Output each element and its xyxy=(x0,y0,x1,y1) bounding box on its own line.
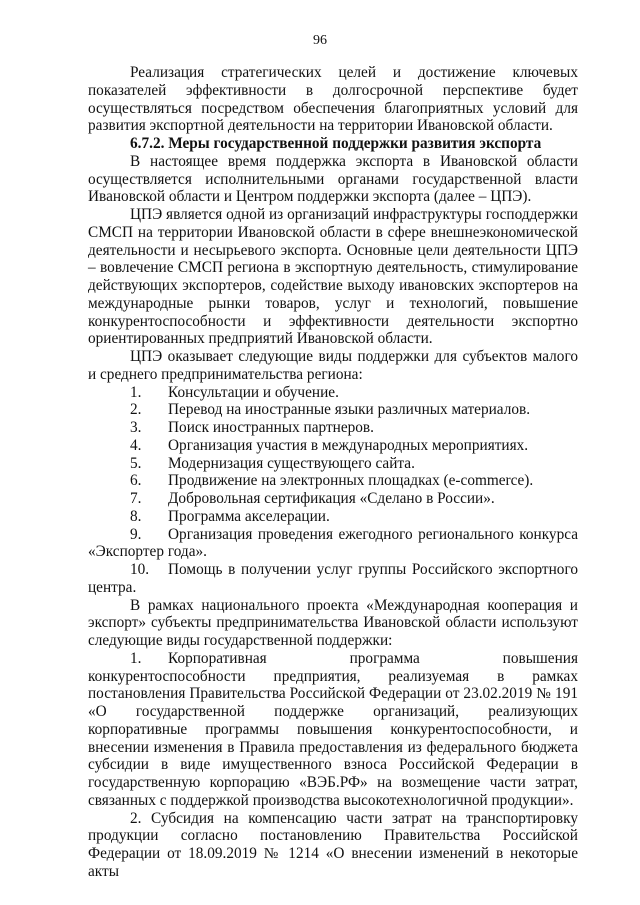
list-item-number: 7. xyxy=(130,490,142,507)
page-number: 96 xyxy=(313,33,327,48)
list-item xyxy=(88,650,578,810)
list-item xyxy=(88,384,578,402)
list-item-number: 9. xyxy=(130,525,142,543)
intro-paragraph: Реализация стратегических целей и достижение ключевых показателей эффективности в долгосрочной перспективе будет осуществляться посредством обеспечения благоприятных условий для развития экспортной деятельности на территории Ивановской области. xyxy=(88,64,578,135)
list-item xyxy=(88,526,578,562)
list-item-number: 6. xyxy=(130,472,142,490)
list-item xyxy=(88,437,578,455)
list-item-text: Организация участия в международных мероприятиях. xyxy=(168,436,529,454)
list-item xyxy=(88,490,578,508)
list-item-text: Программа акселерации. xyxy=(168,507,330,525)
list-item xyxy=(88,561,578,597)
paragraph-cpe-goals: ЦПЭ является одной из организаций инфраструктуры господдержки СМСП на территории Ивановской области в сфере внешнеэкономической деятельности и несырьевого экспорта. Основные цели деятельности ЦПЭ – вовлечение СМСП региона в экспортную деятельность, стимулирование действующих экспортеров, содействие выходу ивановских экспортеров на международные рынки товаров, услуг и технологий, повышение конкурентоспособности и эффективности деятельности экспортно ориентированных предприятий Ивановской области. xyxy=(88,206,578,348)
list-item-text: Корпоративная программа повышения конкурентоспособности предприятия, реализуемая в рамках постановления Правительства Российской Федерации от 23.02.2019 № 191 «О государственной поддержке организаций, реализующих корпоративные программы повышения конкурентоспособности, и внесении изменения в Правила предоставления из федерального бюджета субсидии в виде имущественного взноса Российской Федерации в государственную корпорацию «ВЭБ.РФ» на возмещение части затрат, связанных с поддержкой производства высокотехнологичной продукции». xyxy=(88,649,578,809)
paragraph-national-project: В рамках национального проекта «Международная кооперация и экспорт» субъекты предпринимательства Ивановской области используют следующие виды государственной поддержки: xyxy=(88,596,578,649)
list-item xyxy=(88,401,578,419)
list-item xyxy=(88,419,578,437)
list-item xyxy=(88,508,578,526)
list-item-text: Добровольная сертификация «Сделано в России». xyxy=(168,490,495,507)
list-item-number: 8. xyxy=(130,507,142,525)
list-item-text: Продвижение на электронных площадках (e-commerce). xyxy=(168,472,534,490)
paragraph-subsidy: 2. Субсидия на компенсацию части затрат на транспортировку продукции согласно постановлению Правительства Российской Федерации от 18.09.2019 № 1214 «О внесении изменений в некоторые акты xyxy=(88,809,578,880)
list-item-number: 1. xyxy=(130,649,142,667)
list-item-text: Модернизация существующего сайта. xyxy=(168,454,415,472)
list-item xyxy=(88,455,578,473)
list-item-text: Помощь в получении услуг группы Российского экспортного центра. xyxy=(88,561,578,596)
list-item-number: 1. xyxy=(130,383,142,401)
list-item-number: 4. xyxy=(130,436,142,454)
list-item-number: 3. xyxy=(130,419,142,436)
list-item-number: 10. xyxy=(130,561,150,578)
list-item-number: 5. xyxy=(130,454,142,472)
paragraph-cpe-intro: В настоящее время поддержка экспорта в Ивановской области осуществляется исполнительными органами государственной власти Ивановской области и Центром поддержки экспорта (далее – ЦПЭ). xyxy=(88,152,578,206)
list-item-text: Консультации и обучение. xyxy=(168,383,339,401)
paragraph-cpe-support: ЦПЭ оказывает следующие виды поддержки для субъектов малого и среднего предпринимательства региона: xyxy=(88,348,578,383)
list-item-number: 2. xyxy=(130,401,142,419)
page-content xyxy=(88,64,578,881)
list-item-text: Поиск иностранных партнеров. xyxy=(168,419,374,436)
cpe-support-list xyxy=(88,384,578,597)
section-heading: 6.7.2. Меры государственной поддержки развития экспорта xyxy=(130,135,542,152)
list-item-text: Перевод на иностранные языки различных материалов. xyxy=(168,401,531,419)
list-item xyxy=(88,472,578,490)
list-item-text: Организация проведения ежегодного регионального конкурса «Экспортер года». xyxy=(88,525,578,561)
